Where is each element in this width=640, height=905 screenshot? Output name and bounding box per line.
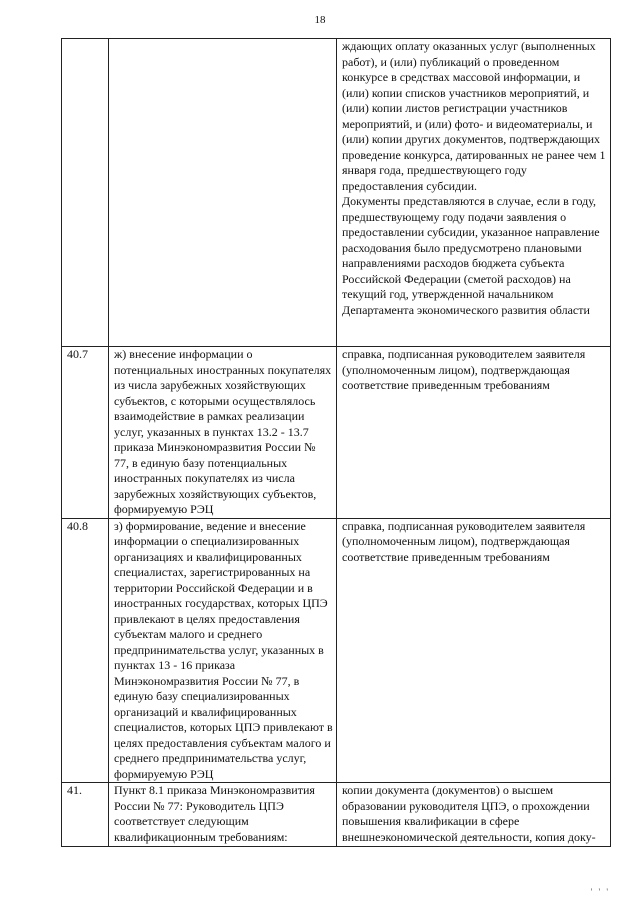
requirement-cell <box>109 39 337 347</box>
row-number-cell: 40.8 <box>62 518 109 783</box>
documents-paragraph: Документы представляются в случае, если в году, предшествующему году подачи заявления о предоставлении субсидии, указанное направление расходования было предусмотрено плановыми направлениями расходов бюджета субъекта Российской Федерации (сметой расходов) на текущий год, утвержденной начальником Департамента экономического развития области <box>342 194 600 317</box>
requirements-table <box>61 38 611 847</box>
documents-cell <box>337 39 611 347</box>
requirement-cell: ж) внесение информации о потенциальных иностранных покупателях из числа зарубежных хозяйствующих субъектов, с которыми осуществлялось взаимодействие в рамках реализации услуг, указанных в пунктах 13.2 - 13.7 приказа Минэкономразвития России № 77, в единую базу потенциальных иностранных покупателях из числа зарубежных хозяйствующих субъектов, формируемую РЭЦ <box>109 347 337 519</box>
documents-paragraph: справка, подписанная руководителем заявителя (уполномоченным лицом), подтверждающая соответствие приведенным требованиям <box>342 347 586 392</box>
documents-paragraph: копии документа (документов) о высшем образовании руководителя ЦПЭ, о прохождении повышения квалификации в сфере внешнеэкономической деятельности, копия доку- <box>342 783 596 844</box>
page-number: 18 <box>314 14 326 26</box>
row-number-cell: 40.7 <box>62 347 109 519</box>
documents-cell <box>337 518 611 783</box>
documents-paragraph: справка, подписанная руководителем заявителя (уполномоченным лицом), подтверждающая соответствие приведенным требованиям <box>342 518 586 564</box>
documents-cell <box>337 783 611 847</box>
documents-cell <box>337 347 611 519</box>
requirement-cell: Пункт 8.1 приказа Минэкономразвития России № 77: Руководитель ЦПЭ соответствует следующим квалификационным требованиям: <box>109 783 337 847</box>
table-row <box>62 39 611 347</box>
row-number-cell: 41. <box>62 783 109 847</box>
table-row <box>62 347 611 519</box>
row-number-cell <box>62 39 109 347</box>
scan-artifact-mark: ' ' ' <box>590 887 610 897</box>
requirement-cell: з) формирование, ведение и внесение информации о специализированных организациях и квалифицированных специалистах, зарегистрированных на территории Российской Федерации и в иностранных государствах, которых ЦПЭ привлекают в целях предоставления субъектам малого и среднего предпринимательства услуг, указанных в пунктах 13 - 16 приказа Минэкономразвития России № 77, в единую базу специализированных организаций и квалифицированных специалистов, которых ЦПЭ привлекают в целях предоставления субъектам малого и среднего предпринимательства услуг, формируемую РЭЦ <box>109 518 337 783</box>
table-row <box>62 783 611 847</box>
table-row <box>62 518 611 783</box>
documents-paragraph: ждающих оплату оказанных услуг (выполненных работ), и (или) публикаций о проведенном конкурсе в средствах массовой информации, и (или) копии списков участников мероприятий, и (или) копии листов регистрации участников мероприятий, и (или) фото- и видеоматериалы, и (или) копии других документов, подтверждающих проведение конкурса, датированных не ранее чем 1 января года, предшествующего году предоставления субсидии. <box>342 39 606 193</box>
